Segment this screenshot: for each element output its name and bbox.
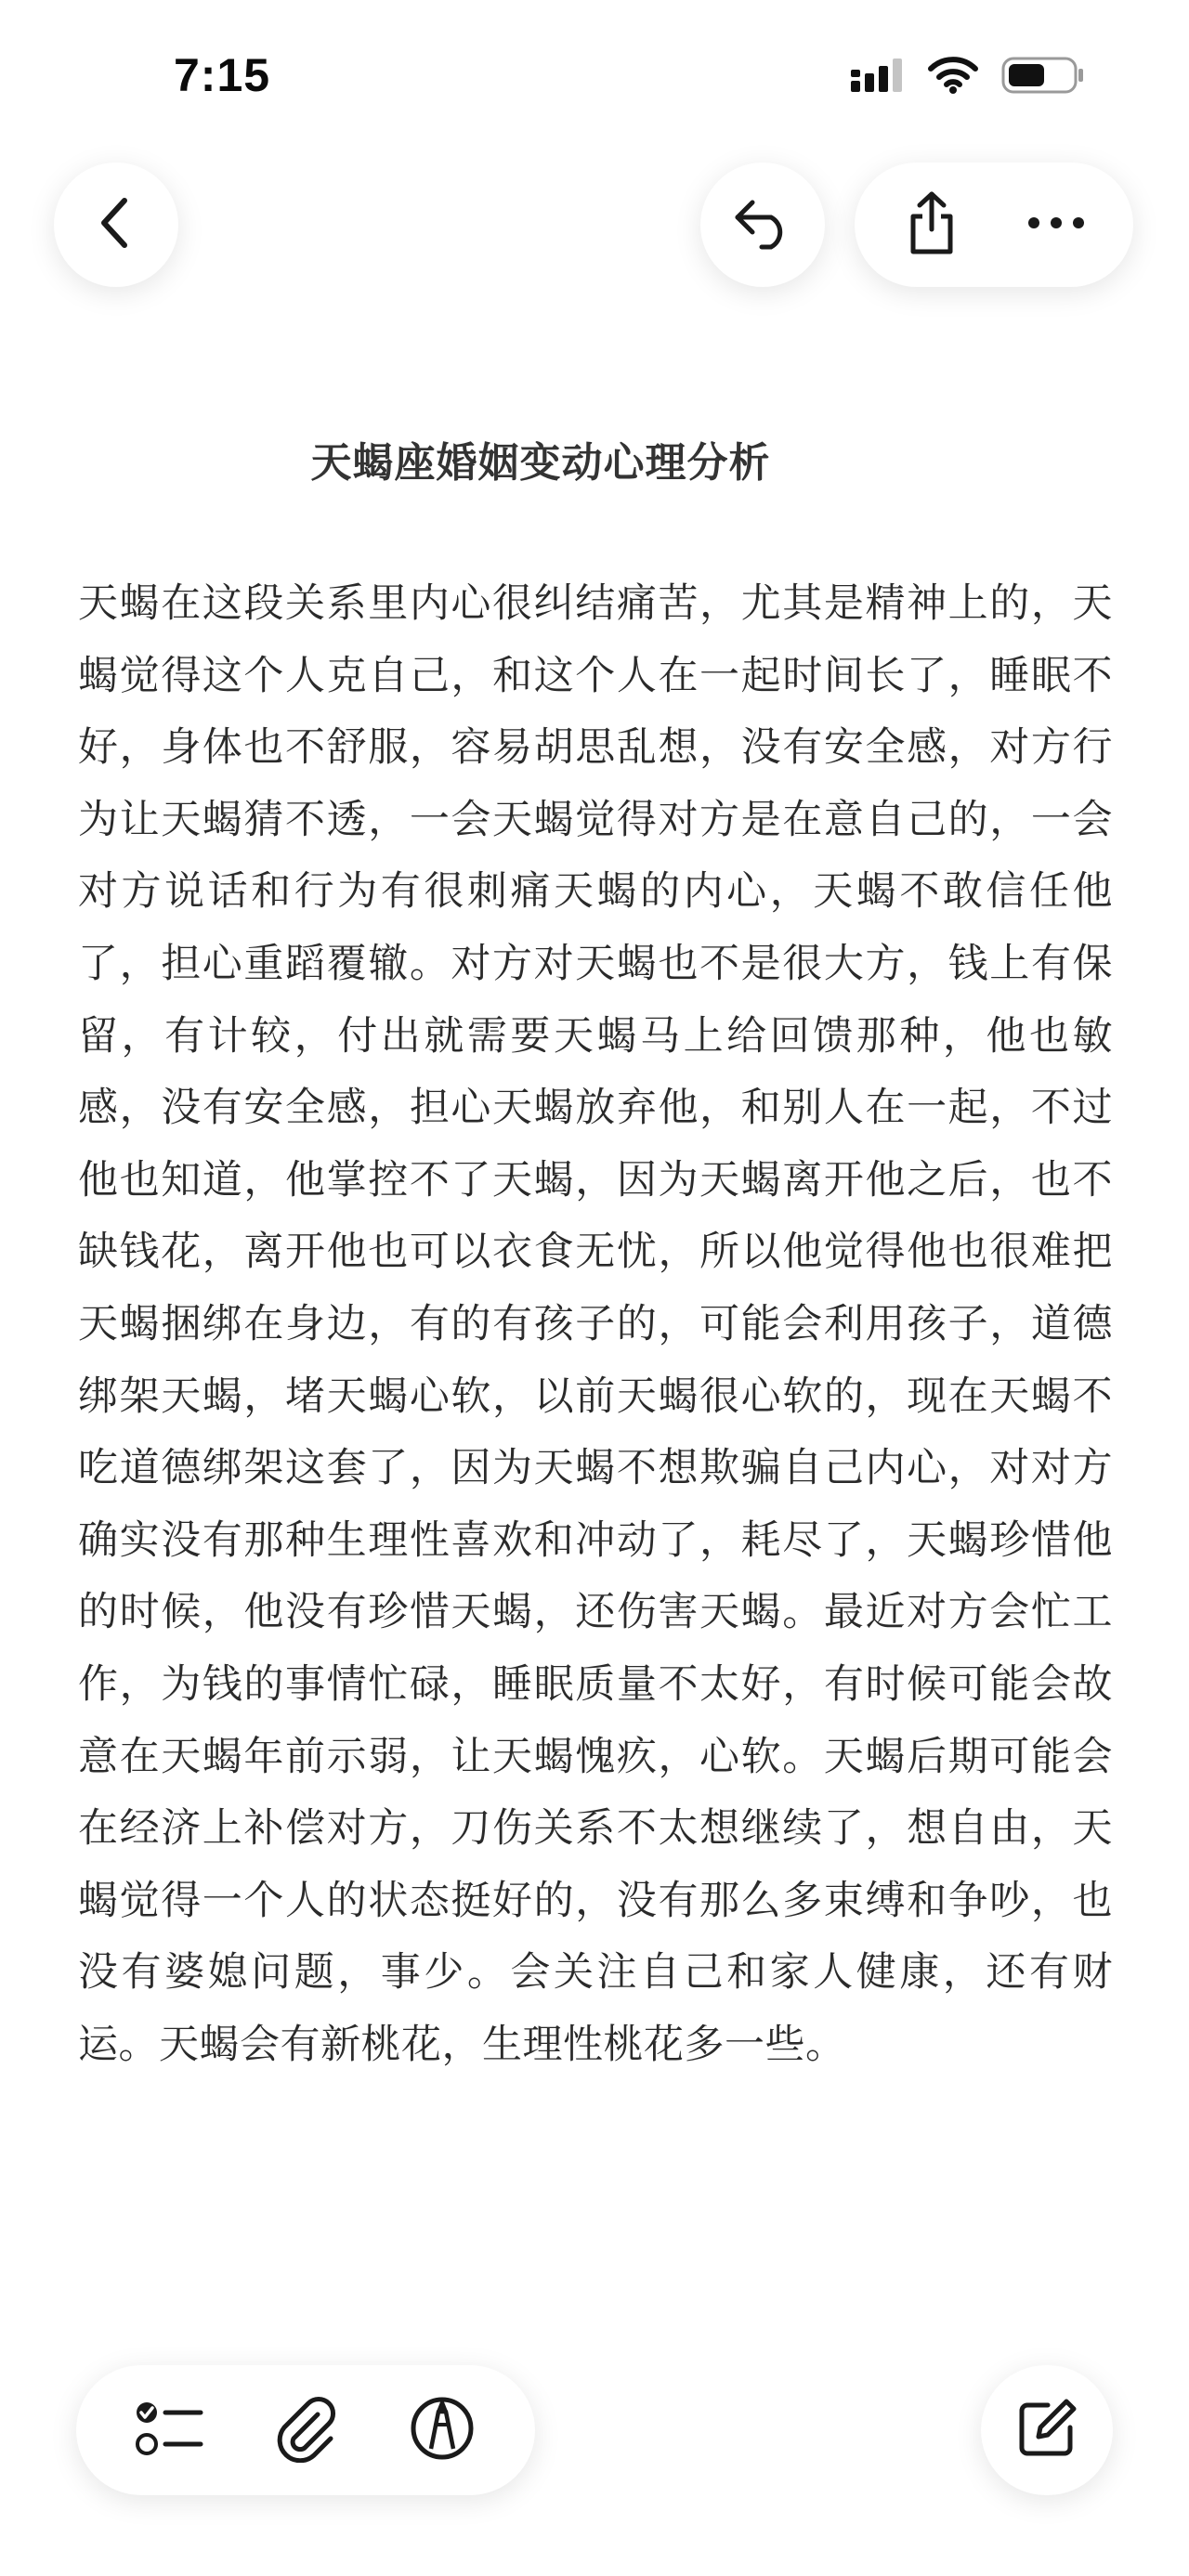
share-icon bbox=[904, 190, 960, 259]
note-body[interactable]: 天蝎在这段关系里内心很纠结痛苦，尤其是精神上的，天蝎觉得这个人克自己，和这个人在一起时间长了，睡眠不好，身体也不舒服，容易胡思乱想，没有安全感，对方行为让天蝎猜不透，一会天蝎觉得对方是在意自己的，一会对方说话和行为有很刺痛天蝎的内心，天蝎不敢信任他了，担心重蹈覆辙。对方对天蝎也不是很大方，钱上有保留，有计较，付出就需要天蝎马上给回馈那种，他也敏感，没有安全感，担心天蝎放弃他，和别人在一起，不过他也知道，他掌控不了天蝎，因为天蝎离开他之后，也不缺钱花，离开他也可以衣食无忧，所以他觉得他也很难把天蝎捆绑在身边，有的有孩子的，可能会利用孩子，道德绑架天蝎，堵天蝎心软，以前天蝎很心软的，现在天蝎不吃道德绑架这套了，因为天蝎不想欺骗自己内心，对对方确实没有那种生理性喜欢和冲动了，耗尽了，天蝎珍惜他的时候，他没有珍惜天蝎，还伤害天蝎。最近对方会忙工作，为钱的事情忙碌，睡眠质量不太好，有时候可能会故意在天蝎年前示弱，让天蝎愧疚，心软。天蝎后期可能会在经济上补偿对方，刀伤关系不太想继续了，想自由，天蝎觉得一个人的状态挺好的，没有那么多束缚和争吵，也没有婆媳问题，事少。会关注自己和家人健康，还有财运。天蝎会有新桃花，生理性桃花多一些。 bbox=[78, 580, 1113, 2068]
battery-icon bbox=[1001, 56, 1085, 98]
share-button[interactable] bbox=[876, 169, 987, 280]
paperclip-icon bbox=[273, 2394, 338, 2466]
attachment-button[interactable] bbox=[250, 2374, 361, 2486]
more-button[interactable] bbox=[1000, 169, 1112, 280]
status-icons bbox=[849, 56, 1085, 98]
bottom-toolbar bbox=[76, 2365, 535, 2495]
undo-icon bbox=[730, 195, 795, 254]
checklist-button[interactable] bbox=[113, 2374, 225, 2486]
markup-pen-icon bbox=[409, 2395, 476, 2465]
wifi-icon bbox=[927, 56, 979, 98]
ellipsis-icon bbox=[1026, 214, 1086, 236]
compose-icon bbox=[1014, 2396, 1079, 2465]
compose-button[interactable] bbox=[981, 2365, 1113, 2495]
note-title[interactable]: 天蝎座婚姻变动心理分析 bbox=[310, 439, 771, 487]
signal-icon bbox=[849, 57, 905, 98]
markup-button[interactable] bbox=[386, 2374, 498, 2486]
chevron-left-icon bbox=[93, 195, 139, 254]
status-time: 7:15 bbox=[174, 49, 271, 101]
note-menu-group bbox=[855, 163, 1133, 287]
checklist-icon bbox=[134, 2398, 204, 2463]
undo-button[interactable] bbox=[700, 163, 825, 287]
back-button[interactable] bbox=[54, 163, 178, 287]
status-bar bbox=[0, 0, 1189, 139]
